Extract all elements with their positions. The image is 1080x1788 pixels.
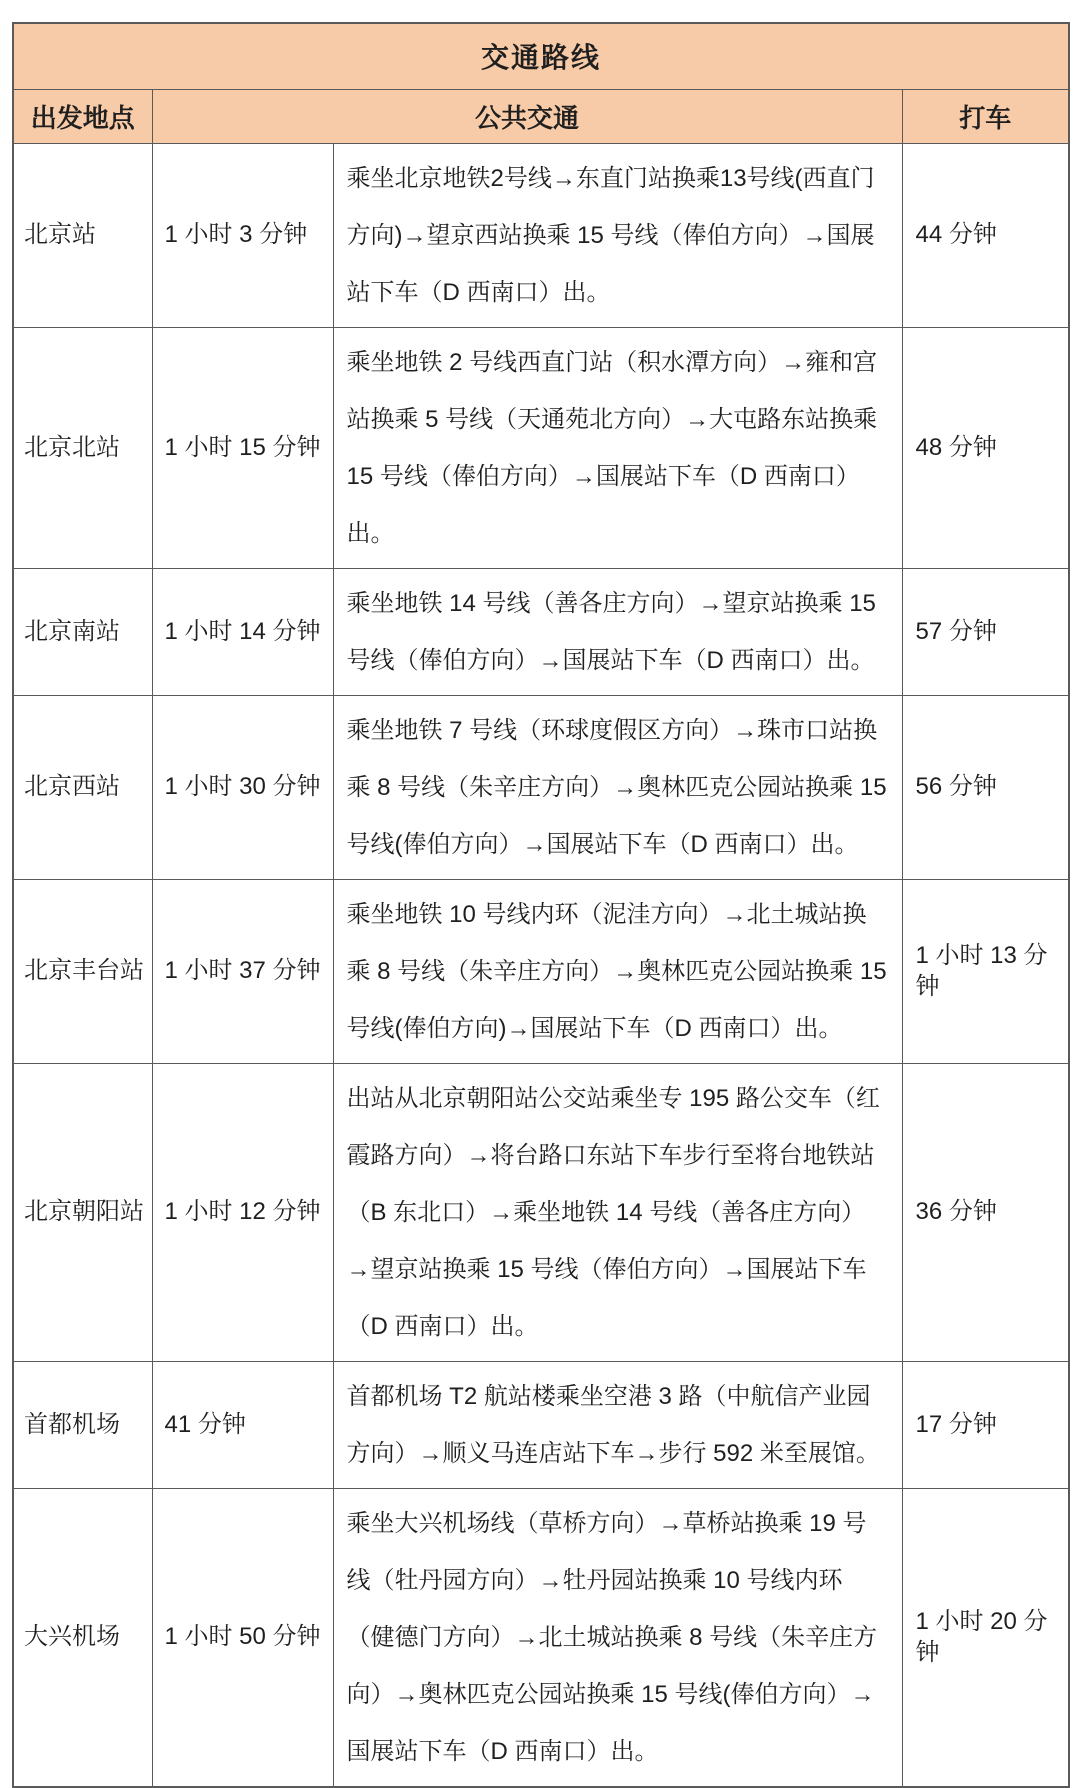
- taxi-duration-cell: 44 分钟: [902, 143, 1069, 327]
- table-row-beijing-station: [13, 143, 1069, 327]
- table-row-capital-airport: [13, 1361, 1069, 1488]
- col-header-public-transit: 公共交通: [152, 89, 902, 143]
- taxi-duration-cell: 1 小时 13 分钟: [902, 879, 1069, 1063]
- table-row-beijing-south-station: [13, 568, 1069, 695]
- departure-cell: 北京朝阳站: [13, 1063, 152, 1361]
- transit-duration-cell: 1 小时 30 分钟: [152, 695, 333, 879]
- transport-routes-table: [12, 22, 1070, 1788]
- table-title-row: [13, 23, 1069, 89]
- transit-duration-cell: 1 小时 14 分钟: [152, 568, 333, 695]
- departure-cell: 大兴机场: [13, 1488, 152, 1787]
- departure-cell: 首都机场: [13, 1361, 152, 1488]
- transit-duration-cell: 1 小时 12 分钟: [152, 1063, 333, 1361]
- departure-cell: 北京西站: [13, 695, 152, 879]
- transit-route-cell: 出站从北京朝阳站公交站乘坐专 195 路公交车（红霞路方向）→将台路口东站下车步行至将台地铁站（B 东北口）→乘坐地铁 14 号线（善各庄方向）→望京站换乘 15 号线（俸伯方向）→国展站下车（D 西南口）出。: [333, 1063, 902, 1361]
- transit-route-cell: 乘坐地铁 2 号线西直门站（积水潭方向）→雍和宫站换乘 5 号线（天通苑北方向）→大屯路东站换乘 15 号线（俸伯方向）→国展站下车（D 西南口）出。: [333, 327, 902, 568]
- departure-cell: 北京南站: [13, 568, 152, 695]
- transit-route-cell: 乘坐地铁 14 号线（善各庄方向）→望京站换乘 15 号线（俸伯方向）→国展站下车（D 西南口）出。: [333, 568, 902, 695]
- col-header-departure: 出发地点: [13, 89, 152, 143]
- table-row-beijing-chaoyang-station: [13, 1063, 1069, 1361]
- taxi-duration-cell: 56 分钟: [902, 695, 1069, 879]
- transit-duration-cell: 1 小时 37 分钟: [152, 879, 333, 1063]
- transit-duration-cell: 41 分钟: [152, 1361, 333, 1488]
- table-header-row: [13, 89, 1069, 143]
- transit-route-cell: 乘坐地铁 7 号线（环球度假区方向）→珠市口站换乘 8 号线（朱辛庄方向）→奥林匹克公园站换乘 15 号线(俸伯方向）→国展站下车（D 西南口）出。: [333, 695, 902, 879]
- taxi-duration-cell: 48 分钟: [902, 327, 1069, 568]
- transit-route-cell: 乘坐北京地铁2号线→东直门站换乘13号线(西直门方向)→望京西站换乘 15 号线（俸伯方向）→国展站下车（D 西南口）出。: [333, 143, 902, 327]
- taxi-duration-cell: 1 小时 20 分钟: [902, 1488, 1069, 1787]
- departure-cell: 北京丰台站: [13, 879, 152, 1063]
- table-row-beijing-north-station: [13, 327, 1069, 568]
- taxi-duration-cell: 57 分钟: [902, 568, 1069, 695]
- transit-route-cell: 乘坐地铁 10 号线内环（泥洼方向）→北土城站换乘 8 号线（朱辛庄方向）→奥林匹克公园站换乘 15 号线(俸伯方向)→国展站下车（D 西南口）出。: [333, 879, 902, 1063]
- departure-cell: 北京北站: [13, 327, 152, 568]
- transit-duration-cell: 1 小时 50 分钟: [152, 1488, 333, 1787]
- table-row-daxing-airport: [13, 1488, 1069, 1787]
- table-row-beijing-west-station: [13, 695, 1069, 879]
- transit-duration-cell: 1 小时 3 分钟: [152, 143, 333, 327]
- taxi-duration-cell: 36 分钟: [902, 1063, 1069, 1361]
- transit-route-cell: 乘坐大兴机场线（草桥方向）→草桥站换乘 19 号线（牡丹园方向）→牡丹园站换乘 10 号线内环（健德门方向）→北土城站换乘 8 号线（朱辛庄方向）→奥林匹克公园站换乘 15 号线(俸伯方向）→国展站下车（D 西南口）出。: [333, 1488, 902, 1787]
- transit-duration-cell: 1 小时 15 分钟: [152, 327, 333, 568]
- transit-route-cell: 首都机场 T2 航站楼乘坐空港 3 路（中航信产业园方向）→顺义马连店站下车→步行 592 米至展馆。: [333, 1361, 902, 1488]
- table-row-beijing-fengtai-station: [13, 879, 1069, 1063]
- taxi-duration-cell: 17 分钟: [902, 1361, 1069, 1488]
- table-title: 交通路线: [13, 23, 1069, 89]
- departure-cell: 北京站: [13, 143, 152, 327]
- col-header-taxi: 打车: [902, 89, 1069, 143]
